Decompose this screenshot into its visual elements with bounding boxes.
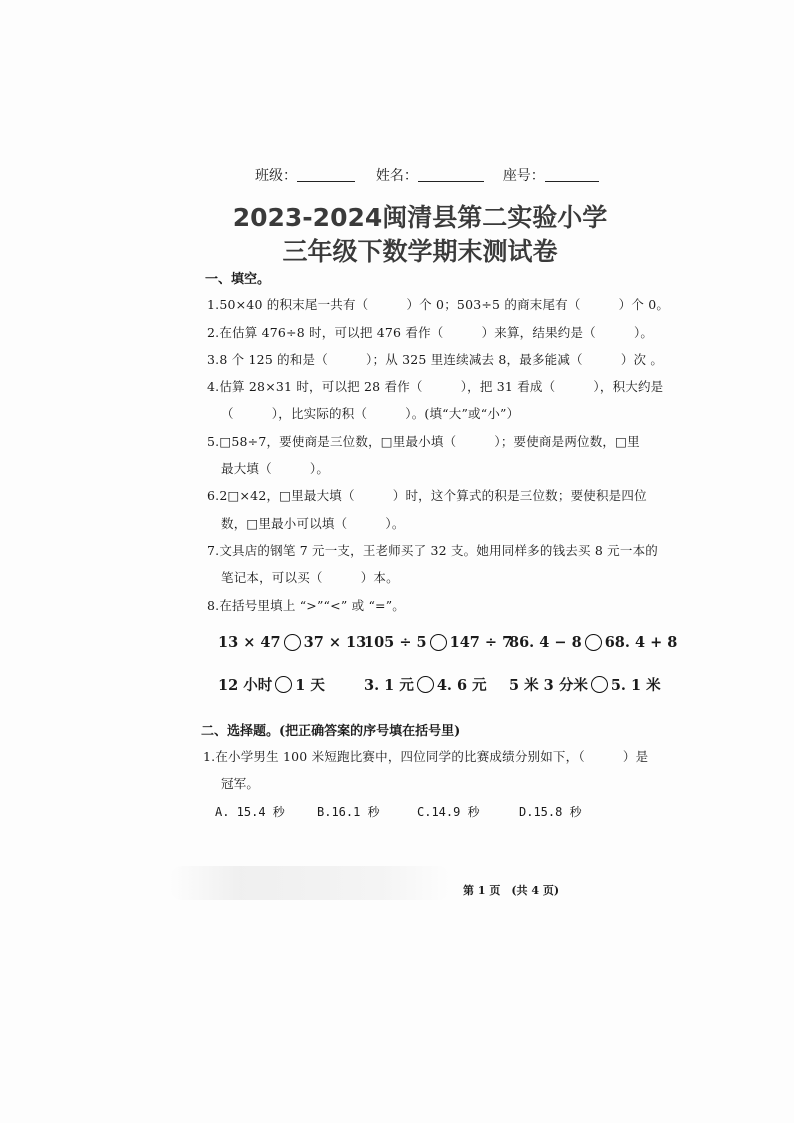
question-line: 4.估算 28×31 时，可以把 28 看作（ ），把 31 看成（ ），积大约是 xyxy=(207,379,664,394)
option-c: C.14.9 秒 xyxy=(417,805,480,819)
question-line: 3.8 个 125 的和是（ ）；从 325 里连续减去 8，最多能减（ ）次 。 xyxy=(207,352,664,367)
scan-smudge xyxy=(170,866,450,900)
compare-left: 5 米 3 分米 xyxy=(509,677,588,694)
question-line: 8.在括号里填上 “>”“<” 或 “=”。 xyxy=(207,598,406,613)
question-line: （ ），比实际的积（ ）。(填“大”或“小”） xyxy=(221,406,520,421)
compare-item xyxy=(218,634,366,651)
compare-right: 68. 4 + 8 xyxy=(604,634,678,651)
seat-label: 座号： xyxy=(502,168,545,184)
compare-item xyxy=(509,634,677,651)
class-label: 班级： xyxy=(255,168,297,184)
compare-right: 147 ÷ 7 xyxy=(449,634,513,651)
answer-circle[interactable] xyxy=(591,676,608,693)
compare-left: 13 × 47 xyxy=(218,634,281,651)
compare-left: 105 ÷ 5 xyxy=(364,634,427,651)
compare-left: 3. 1 元 xyxy=(364,677,414,694)
page-number: 第 1 页 (共 4 页) xyxy=(463,884,560,897)
compare-item xyxy=(218,674,325,695)
option-a: A. 15.4 秒 xyxy=(215,805,285,819)
question-line: 1.50×40 的积末尾一共有（ ）个 0；503÷5 的商末尾有（ ）个 0。 xyxy=(207,297,670,312)
exam-title-line2: 三年级下数学期末测试卷 xyxy=(282,237,558,266)
compare-item xyxy=(364,634,512,651)
answer-circle[interactable] xyxy=(417,676,434,693)
compare-right: 4. 6 元 xyxy=(436,677,487,694)
option-b: B.16.1 秒 xyxy=(317,805,380,819)
section1-heading: 一、填空。 xyxy=(205,272,271,287)
question-line: 数，□里最小可以填（ ）。 xyxy=(221,516,405,531)
answer-circle[interactable] xyxy=(275,676,292,693)
compare-item xyxy=(509,674,661,695)
exam-title-line1: 2023-2024闽清县第二实验小学 xyxy=(232,203,608,232)
name-blank xyxy=(418,167,484,182)
class-blank xyxy=(297,167,355,182)
compare-item xyxy=(364,674,487,695)
compare-left: 12 小时 xyxy=(218,677,273,694)
student-info-line xyxy=(255,165,599,185)
seat-blank xyxy=(545,167,599,182)
question-line: 最大填（ ）。 xyxy=(221,461,330,476)
question-line: 冠军。 xyxy=(221,776,260,791)
question-line: 6.2□×42，□里最大填（ ）时，这个算式的积是三位数；要使积是四位 xyxy=(207,488,647,503)
compare-right: 37 × 13 xyxy=(303,634,367,651)
question-line: 5.□58÷7，要使商是三位数，□里最小填（ ）；要使商是两位数，□里 xyxy=(207,434,640,449)
section2-heading: 二、选择题。(把正确答案的序号填在括号里) xyxy=(201,724,461,739)
question-line: 1.在小学男生 100 米短跑比赛中，四位同学的比赛成绩分别如下，（ ）是 xyxy=(203,749,649,764)
answer-circle[interactable] xyxy=(430,634,447,651)
answer-circle[interactable] xyxy=(585,634,602,651)
question-line: 2.在估算 476÷8 时，可以把 476 看作（ ）来算，结果约是（ ）。 xyxy=(207,325,654,340)
question-line: 笔记本，可以买（ ）本。 xyxy=(221,570,399,585)
name-label: 姓名： xyxy=(375,168,418,184)
question-line: 7.文具店的钢笔 7 元一支，王老师买了 32 支。她用同样多的钱去买 8 元一本的 xyxy=(207,543,658,558)
option-d: D.15.8 秒 xyxy=(519,805,582,819)
answer-circle[interactable] xyxy=(284,634,301,651)
compare-right: 5. 1 米 xyxy=(610,677,661,694)
compare-right: 1 天 xyxy=(295,677,325,694)
compare-left: 86. 4 − 8 xyxy=(509,634,582,651)
